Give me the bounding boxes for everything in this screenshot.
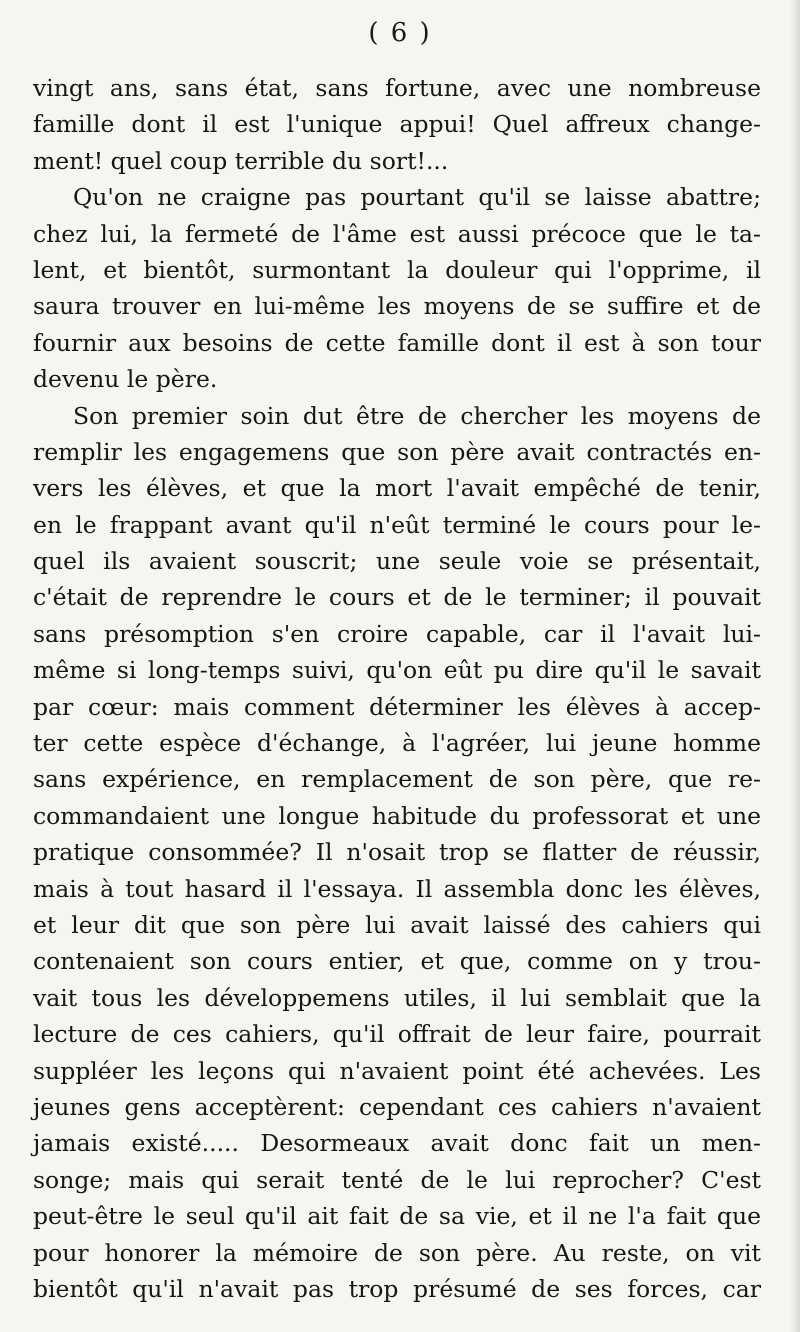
text-line: ter cette espèce d'échange, à l'agréer, lui jeune homme — [33, 729, 761, 758]
text-line: quel ils avaient souscrit; une seule voie se présentait, — [33, 547, 761, 576]
text-line: et leur dit que son père lui avait laissé des cahiers qui — [33, 910, 761, 939]
text-line: vers les élèves, et que la mort l'avait empêché de tenir, — [33, 474, 761, 503]
text-line: jeunes gens acceptèrent: cependant ces cahiers n'avaient — [33, 1092, 761, 1121]
text-line: même si long-temps suivi, qu'on eût pu dire qu'il le savait — [33, 656, 761, 685]
text-line: fournir aux besoins de cette famille dont il est à son tour — [33, 328, 761, 357]
text-line: sans présomption s'en croire capable, car il l'avait lui- — [33, 619, 761, 648]
page-edge-shadow — [790, 0, 800, 1332]
text-line: en le frappant avant qu'il n'eût terminé le cours pour le- — [33, 510, 761, 539]
text-line: saura trouver en lui-même les moyens de se suffire et de — [33, 292, 761, 321]
text-line: c'était de reprendre le cours et de le terminer; il pouvait — [33, 583, 761, 612]
text-line: sans expérience, en remplacement de son père, que re- — [33, 765, 761, 794]
text-line: mais à tout hasard il l'essaya. Il assembla donc les élèves, — [33, 874, 761, 903]
text-line: devenu le père. — [33, 365, 218, 394]
text-line: lent, et bientôt, surmontant la douleur qui l'opprime, il — [33, 255, 761, 284]
text-line: bientôt qu'il n'avait pas trop présumé de ses forces, car — [33, 1274, 761, 1303]
text-line: remplir les engagemens que son père avait contractés en- — [33, 437, 761, 466]
text-line: famille dont il est l'unique appui! Quel affreux change- — [33, 110, 761, 139]
text-line: songe; mais qui serait tenté de le lui reprocher? C'est — [33, 1165, 761, 1194]
text-line: Qu'on ne craigne pas pourtant qu'il se laisse abattre; — [73, 183, 761, 212]
text-line: peut-être le seul qu'il ait fait de sa vie, et il ne l'a fait que — [33, 1202, 761, 1231]
text-line: jamais existé..... Desormeaux avait donc fait un men- — [33, 1129, 761, 1158]
body-text — [33, 70, 761, 1307]
text-line: pour honorer la mémoire de son père. Au reste, on vit — [33, 1238, 761, 1267]
text-line: pratique consommée? Il n'osait trop se flatter de réussir, — [33, 838, 761, 867]
text-line: chez lui, la fermeté de l'âme est aussi précoce que le ta- — [33, 219, 761, 248]
text-line: Son premier soin dut être de chercher les moyens de — [73, 401, 761, 430]
text-line: suppléer les leçons qui n'avaient point été achevées. Les — [33, 1056, 761, 1085]
text-line: commandaient une longue habitude du professorat et une — [33, 801, 761, 830]
text-line: par cœur: mais comment déterminer les élèves à accep- — [33, 692, 761, 721]
text-line: lecture de ces cahiers, qu'il offrait de leur faire, pourrait — [33, 1020, 761, 1049]
page-number: ( 6 ) — [368, 18, 432, 48]
text-line: contenaient son cours entier, et que, comme on y trou- — [33, 947, 761, 976]
text-line: vait tous les développemens utiles, il lui semblait que la — [33, 983, 761, 1012]
text-line: vingt ans, sans état, sans fortune, avec une nombreuse — [33, 74, 761, 102]
text-line: ment! quel coup terrible du sort!... — [33, 146, 449, 175]
